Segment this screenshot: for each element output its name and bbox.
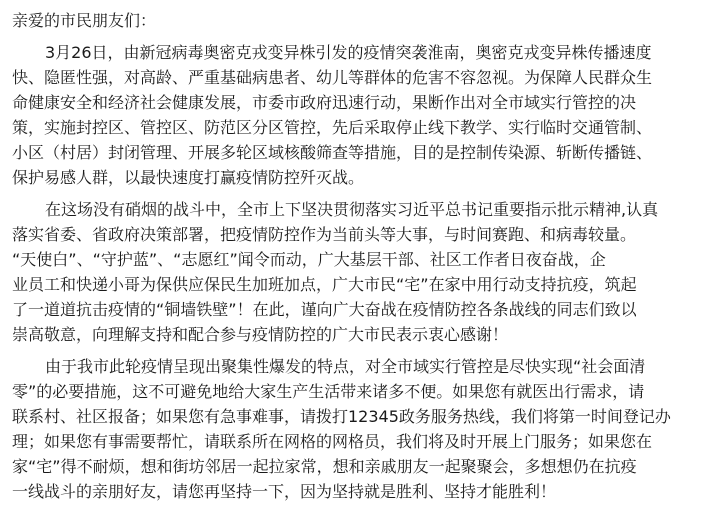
text-line: “天使白”、“守护蓝”、“志愿红”闻令而动，广大基层干部、社区工作者日夜奋战，企 bbox=[12, 250, 606, 269]
text-line: 小区（村居）封闭管理、开展多轮区域核酸筛查等措施，目的是控制传染源、斩断传播链、 bbox=[12, 143, 653, 162]
paragraph-1 bbox=[12, 40, 712, 190]
text-line: 一线战斗的亲朋好友，请您再坚持一下，因为坚持就是胜利、坚持才能胜利！ bbox=[12, 482, 557, 501]
text-line: 零”的必要措施，这不可避免地给大家生产生活带来诸多不便。如果您有就医出行需求，请 bbox=[12, 382, 645, 401]
paragraph-2 bbox=[12, 197, 712, 347]
text-line: 策，实施封控区、管控区、防范区分区管控，先后采取停止线下教学、实行临时交通管制、 bbox=[12, 118, 653, 137]
text-line: 命健康安全和经济社会健康发展，市委市政府迅速行动，果断作出对全市域实行管控的决 bbox=[12, 93, 637, 112]
text-line: 由于我市此轮疫情呈现出聚集性爆发的特点，对全市域实行管控是尽快实现“社会面清 bbox=[45, 357, 646, 376]
text-line: 3月26日，由新冠病毒奥密克戎变异株引发的疫情突袭淮南，奥密克戎变异株传播速度 bbox=[45, 43, 652, 62]
greeting: 亲爱的市民朋友们： bbox=[12, 11, 157, 30]
text-line: 崇高敬意，向理解支持和配合参与疫情防控的广大市民表示衷心感谢！ bbox=[12, 325, 509, 344]
text-line: 落实省委、省政府决策部署，把疫情防控作为当前头等大事，与时间赛跑、和病毒较量。 bbox=[12, 225, 637, 244]
text-line: 了一道道抗击疫情的“铜墙铁壁”！在此，谨向广大奋战在疫情防控各条战线的同志们致以 bbox=[12, 300, 637, 319]
text-line: 快、隐匿性强，对高龄、严重基础病患者、幼儿等群体的危害不容忽视。为保障人民群众生 bbox=[12, 68, 653, 87]
text-line: 理；如果您有事需要帮忙，请联系所在网格的网格员，我们将及时开展上门服务；如果您在 bbox=[12, 432, 653, 451]
text-line: 业员工和快递小哥为保供应保民生加班加点，广大市民“宅”在家中用行动支持抗疫，筑起 bbox=[12, 275, 637, 294]
text-line: 在这场没有硝烟的战斗中，全市上下坚决贯彻落实习近平总书记重要指示批示精神,认真 bbox=[45, 200, 659, 219]
paragraph-3 bbox=[12, 354, 712, 504]
text-line: 联系村、社区报备；如果您有急事难事，请拨打12345政务服务热线，我们将第一时间登记办 bbox=[12, 407, 671, 426]
text-line: 保护易感人群，以最快速度打赢疫情防控歼灭战。 bbox=[12, 168, 365, 187]
letter-document bbox=[12, 8, 712, 504]
text-line: 家“宅”得不耐烦，想和街坊邻居一起拉家常，想和亲戚朋友一起聚聚会，多想想仍在抗疫 bbox=[12, 457, 637, 476]
